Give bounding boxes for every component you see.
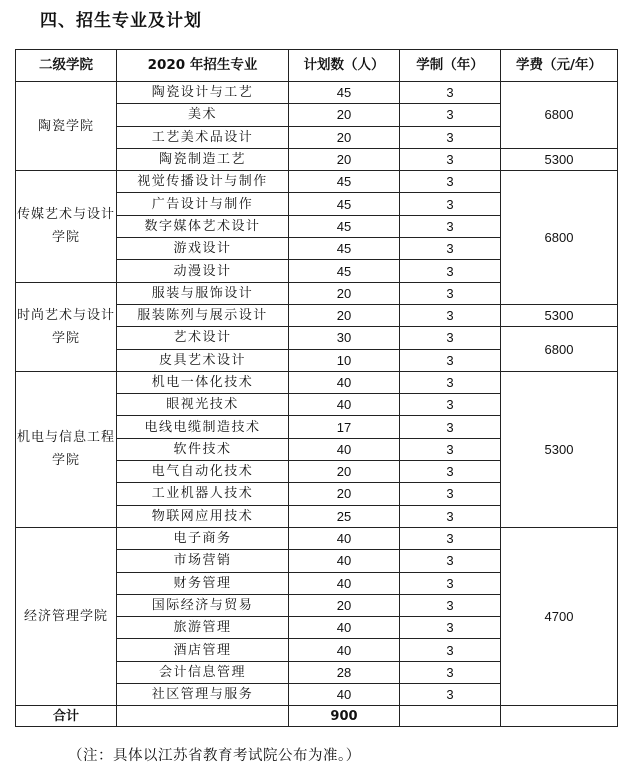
header-duration: 学制（年）	[400, 50, 501, 82]
major-cell: 财务管理	[117, 572, 289, 594]
plan-count-cell: 20	[289, 104, 400, 126]
major-cell: 社区管理与服务	[117, 684, 289, 706]
header-plan-count: 计划数（人）	[289, 50, 400, 82]
total-empty-cell	[400, 706, 501, 727]
plan-count-cell: 40	[289, 394, 400, 416]
total-label: 合计	[16, 706, 117, 727]
total-empty-cell	[117, 706, 289, 727]
header-major: 2020 年招生专业	[117, 50, 289, 82]
plan-count-cell: 20	[289, 282, 400, 304]
total-row	[16, 706, 618, 727]
plan-count-cell: 20	[289, 483, 400, 505]
major-cell: 工业机器人技术	[117, 483, 289, 505]
tuition-cell: 6800	[501, 82, 618, 149]
plan-count-cell: 45	[289, 193, 400, 215]
header-tuition: 学费（元/年）	[501, 50, 618, 82]
major-cell: 游戏设计	[117, 238, 289, 260]
enrollment-plan-table	[15, 49, 618, 727]
duration-cell: 3	[400, 550, 501, 572]
major-cell: 机电一体化技术	[117, 371, 289, 393]
major-cell: 物联网应用技术	[117, 505, 289, 527]
plan-count-cell: 20	[289, 594, 400, 616]
duration-cell: 3	[400, 617, 501, 639]
plan-count-cell: 17	[289, 416, 400, 438]
major-cell: 国际经济与贸易	[117, 594, 289, 616]
major-cell: 数字媒体艺术设计	[117, 215, 289, 237]
duration-cell: 3	[400, 527, 501, 549]
plan-count-cell: 25	[289, 505, 400, 527]
header-college: 二级学院	[16, 50, 117, 82]
plan-count-cell: 30	[289, 327, 400, 349]
table-row	[16, 171, 618, 193]
plan-count-cell: 20	[289, 461, 400, 483]
tuition-cell: 5300	[501, 304, 618, 326]
duration-cell: 3	[400, 438, 501, 460]
duration-cell: 3	[400, 684, 501, 706]
duration-cell: 3	[400, 461, 501, 483]
plan-count-cell: 40	[289, 617, 400, 639]
plan-count-cell: 40	[289, 527, 400, 549]
major-cell: 视觉传播设计与制作	[117, 171, 289, 193]
plan-count-cell: 10	[289, 349, 400, 371]
plan-count-cell: 45	[289, 171, 400, 193]
plan-count-cell: 45	[289, 260, 400, 282]
major-cell: 艺术设计	[117, 327, 289, 349]
table-header-row	[16, 50, 618, 82]
plan-count-cell: 40	[289, 572, 400, 594]
tuition-cell: 6800	[501, 171, 618, 305]
duration-cell: 3	[400, 594, 501, 616]
footnote: （注：具体以江苏省教育考试院公布为准。）	[68, 748, 361, 764]
duration-cell: 3	[400, 104, 501, 126]
duration-cell: 3	[400, 483, 501, 505]
duration-cell: 3	[400, 327, 501, 349]
total-empty-cell	[501, 706, 618, 727]
plan-count-cell: 45	[289, 238, 400, 260]
major-cell: 眼视光技术	[117, 394, 289, 416]
duration-cell: 3	[400, 304, 501, 326]
table-row	[16, 527, 618, 549]
total-value: 900	[289, 706, 400, 727]
duration-cell: 3	[400, 260, 501, 282]
duration-cell: 3	[400, 349, 501, 371]
major-cell: 美术	[117, 104, 289, 126]
duration-cell: 3	[400, 193, 501, 215]
major-cell: 酒店管理	[117, 639, 289, 661]
duration-cell: 3	[400, 126, 501, 148]
major-cell: 陶瓷制造工艺	[117, 148, 289, 170]
duration-cell: 3	[400, 282, 501, 304]
tuition-cell: 4700	[501, 527, 618, 705]
major-cell: 会计信息管理	[117, 661, 289, 683]
tuition-cell: 5300	[501, 371, 618, 527]
plan-count-cell: 40	[289, 639, 400, 661]
major-cell: 广告设计与制作	[117, 193, 289, 215]
college-cell: 经济管理学院	[16, 527, 117, 705]
major-cell: 服装陈列与展示设计	[117, 304, 289, 326]
plan-count-cell: 28	[289, 661, 400, 683]
plan-count-cell: 40	[289, 438, 400, 460]
college-cell: 时尚艺术与设计学院	[16, 282, 117, 371]
college-cell: 陶瓷学院	[16, 82, 117, 171]
major-cell: 电子商务	[117, 527, 289, 549]
major-cell: 服装与服饰设计	[117, 282, 289, 304]
duration-cell: 3	[400, 171, 501, 193]
major-cell: 动漫设计	[117, 260, 289, 282]
tuition-cell: 5300	[501, 148, 618, 170]
table-row	[16, 82, 618, 104]
plan-count-cell: 40	[289, 550, 400, 572]
major-cell: 市场营销	[117, 550, 289, 572]
duration-cell: 3	[400, 371, 501, 393]
duration-cell: 3	[400, 416, 501, 438]
duration-cell: 3	[400, 238, 501, 260]
duration-cell: 3	[400, 572, 501, 594]
major-cell: 工艺美术品设计	[117, 126, 289, 148]
plan-count-cell: 45	[289, 215, 400, 237]
major-cell: 陶瓷设计与工艺	[117, 82, 289, 104]
plan-count-cell: 20	[289, 148, 400, 170]
major-cell: 软件技术	[117, 438, 289, 460]
major-cell: 电气自动化技术	[117, 461, 289, 483]
major-cell: 旅游管理	[117, 617, 289, 639]
section-title: 四、招生专业及计划	[40, 11, 202, 31]
duration-cell: 3	[400, 148, 501, 170]
plan-count-cell: 40	[289, 684, 400, 706]
tuition-cell: 6800	[501, 327, 618, 372]
duration-cell: 3	[400, 505, 501, 527]
college-cell: 机电与信息工程学院	[16, 371, 117, 527]
duration-cell: 3	[400, 82, 501, 104]
duration-cell: 3	[400, 394, 501, 416]
duration-cell: 3	[400, 639, 501, 661]
duration-cell: 3	[400, 215, 501, 237]
major-cell: 皮具艺术设计	[117, 349, 289, 371]
duration-cell: 3	[400, 661, 501, 683]
college-cell: 传媒艺术与设计学院	[16, 171, 117, 282]
plan-count-cell: 20	[289, 126, 400, 148]
plan-count-cell: 45	[289, 82, 400, 104]
plan-count-cell: 40	[289, 371, 400, 393]
plan-count-cell: 20	[289, 304, 400, 326]
table-row	[16, 371, 618, 393]
table-body	[16, 82, 618, 706]
major-cell: 电线电缆制造技术	[117, 416, 289, 438]
